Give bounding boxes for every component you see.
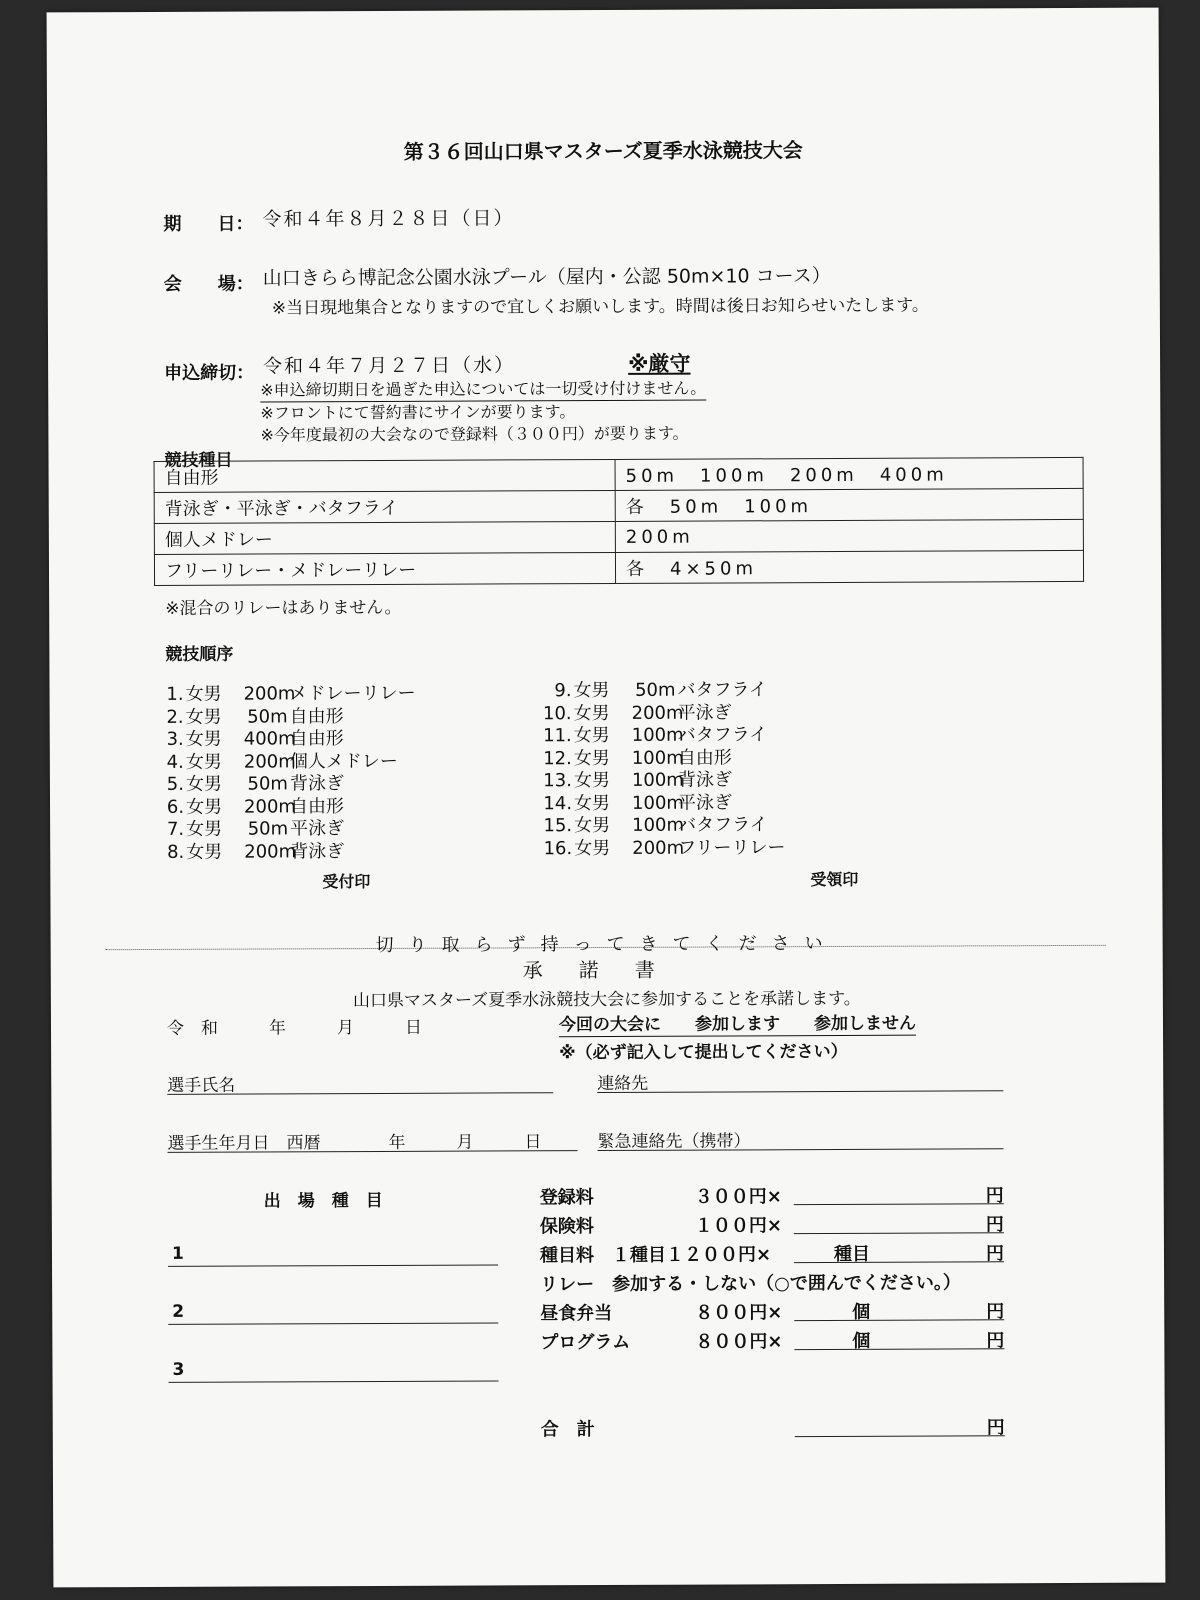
event-distances: 200m bbox=[615, 519, 1083, 552]
order-item bbox=[542, 814, 785, 838]
event-name: フリーリレー・メドレーリレー bbox=[154, 552, 615, 585]
fee-field-insurance[interactable] bbox=[794, 1232, 1004, 1234]
order-list-right bbox=[541, 679, 785, 860]
order-event: バタフライ bbox=[677, 724, 768, 746]
order-item bbox=[162, 840, 416, 864]
fee-price: ８００円× bbox=[695, 1331, 783, 1353]
events-heading: 競技種目 bbox=[164, 450, 233, 471]
order-sex: 女男 bbox=[185, 796, 223, 818]
date-label: 期 日： bbox=[163, 213, 254, 235]
document-title: 第３６回山口県マスターズ夏季水泳競技大会 bbox=[403, 138, 803, 164]
order-distance: 100m bbox=[631, 769, 684, 791]
order-item bbox=[162, 683, 416, 707]
order-distance: 400m bbox=[243, 728, 296, 750]
event-name: 背泳ぎ・平泳ぎ・バタフライ bbox=[154, 490, 615, 523]
order-item bbox=[162, 705, 416, 729]
fee-price: ３００円× bbox=[694, 1186, 782, 1208]
table-row bbox=[154, 457, 1083, 492]
fee-yen: 円 bbox=[986, 1301, 1005, 1323]
fee-field-lunch[interactable] bbox=[794, 1319, 1004, 1321]
order-sex: 女男 bbox=[573, 747, 610, 769]
order-sex: 女男 bbox=[185, 751, 222, 773]
order-number: 16. bbox=[543, 837, 573, 859]
order-sex: 女男 bbox=[574, 837, 611, 859]
deadline-label: 申込締切： bbox=[164, 362, 255, 384]
order-distance: 200m bbox=[244, 840, 297, 863]
entries-heading: 出 場 種 目 bbox=[263, 1190, 383, 1212]
fee-label: プログラム bbox=[540, 1331, 631, 1354]
fee-yen: 円 bbox=[985, 1243, 1005, 1265]
order-event: バタフライ bbox=[677, 679, 768, 701]
order-sex: 女男 bbox=[573, 769, 610, 792]
order-number: 5. bbox=[166, 773, 184, 795]
order-number: 13. bbox=[543, 770, 572, 792]
order-item bbox=[162, 773, 416, 797]
fee-label: 種目料 １種目１２００円× bbox=[539, 1244, 772, 1267]
order-distance: 50m bbox=[635, 679, 676, 701]
order-number: 12. bbox=[543, 747, 572, 769]
entry-field-1[interactable] bbox=[168, 1264, 498, 1266]
order-item bbox=[542, 769, 785, 793]
order-sex: 女男 bbox=[186, 818, 223, 840]
order-sex: 女男 bbox=[185, 773, 222, 795]
entry-field-3[interactable] bbox=[169, 1380, 499, 1382]
order-item bbox=[162, 818, 416, 842]
form-title: 承諾書 bbox=[522, 957, 691, 983]
order-sex: 女男 bbox=[573, 724, 610, 747]
fee-unit: 個 bbox=[852, 1301, 871, 1323]
entry-field-2[interactable] bbox=[168, 1322, 498, 1324]
fee-label: 昼食弁当 bbox=[540, 1302, 613, 1325]
order-event: 自由形 bbox=[289, 728, 344, 750]
order-heading: 競技順序 bbox=[165, 644, 234, 665]
order-number: 15. bbox=[543, 815, 573, 837]
order-number: 6. bbox=[166, 796, 185, 818]
fee-yen: 円 bbox=[985, 1214, 1004, 1236]
events-note: ※混合のリレーはありません。 bbox=[165, 597, 402, 619]
order-sex: 女男 bbox=[573, 792, 611, 814]
entry-number: 2 bbox=[172, 1301, 185, 1322]
order-distance: 50m bbox=[247, 818, 289, 840]
order-number: 1. bbox=[166, 683, 184, 705]
fee-yen: 円 bbox=[985, 1185, 1004, 1207]
event-distances: 50m 100m 200m 400m bbox=[615, 457, 1083, 490]
contact-field[interactable] bbox=[597, 1090, 1003, 1093]
order-distance: 200m bbox=[632, 837, 685, 859]
order-distance: 50m bbox=[247, 705, 288, 728]
order-sex: 女男 bbox=[573, 679, 610, 702]
order-list-left bbox=[162, 683, 417, 864]
order-item bbox=[542, 747, 785, 771]
event-name: 個人メドレー bbox=[154, 521, 615, 554]
order-item bbox=[162, 728, 416, 752]
order-item bbox=[541, 679, 784, 703]
order-number: 14. bbox=[543, 792, 573, 814]
fee-field-program[interactable] bbox=[794, 1348, 1004, 1350]
order-event: 自由形 bbox=[677, 746, 732, 769]
deadline-note-1: ※申込締切期日を過ぎた申込については一切受け付けません。 bbox=[260, 376, 706, 403]
fee-field-registration[interactable] bbox=[794, 1203, 1004, 1205]
order-sex: 女男 bbox=[185, 728, 222, 750]
order-item bbox=[162, 750, 416, 774]
order-distance: 100m bbox=[631, 747, 684, 769]
total-yen: 円 bbox=[986, 1417, 1005, 1439]
order-sex: 女男 bbox=[573, 702, 610, 724]
fee-unit: 種目 bbox=[833, 1243, 871, 1266]
order-event: 背泳ぎ bbox=[289, 773, 344, 795]
order-sex: 女男 bbox=[186, 841, 223, 863]
order-item bbox=[542, 792, 785, 816]
order-distance: 200m bbox=[631, 702, 684, 724]
order-sex: 女男 bbox=[574, 814, 611, 837]
order-event: 個人メドレー bbox=[289, 750, 398, 772]
order-number: 9. bbox=[554, 680, 572, 702]
event-distances: 各 50m 100m bbox=[615, 488, 1083, 521]
event-distances: 各 4×50m bbox=[615, 550, 1083, 583]
order-event: 背泳ぎ bbox=[677, 769, 732, 791]
relay-line: リレー 参加する・しない（○で囲んでください。） bbox=[540, 1272, 961, 1296]
order-distance: 200m bbox=[243, 750, 296, 773]
order-distance: 200m bbox=[243, 795, 296, 818]
order-number: 2. bbox=[166, 706, 184, 728]
form-date-label: 令 和 年 月 日 bbox=[166, 1017, 423, 1039]
order-number: 4. bbox=[166, 751, 184, 773]
order-distance: 100m bbox=[632, 814, 685, 836]
fee-price: ８００円× bbox=[695, 1302, 783, 1324]
order-item bbox=[542, 724, 785, 748]
order-event: バタフライ bbox=[678, 814, 768, 836]
event-name: 自由形 bbox=[154, 459, 615, 492]
order-number: 11. bbox=[543, 725, 572, 747]
order-item bbox=[162, 795, 416, 819]
order-distance: 100m bbox=[631, 792, 684, 814]
total-field[interactable] bbox=[795, 1435, 1005, 1437]
order-event: 自由形 bbox=[289, 705, 344, 727]
venue-label: 会 場： bbox=[163, 273, 254, 295]
order-number: 10. bbox=[542, 702, 572, 724]
order-event: 自由形 bbox=[289, 795, 345, 817]
reception-stamp-label: 受付印 bbox=[322, 872, 371, 892]
venue-value: 山口きらら博記念公園水泳プール（屋内・公認 50m×10 コース） bbox=[262, 265, 831, 290]
order-item bbox=[542, 837, 785, 861]
participation-choice[interactable]: 今回の大会に 参加します 参加しません bbox=[559, 1009, 916, 1038]
fee-label: 保険料 bbox=[539, 1216, 594, 1238]
order-sex: 女男 bbox=[185, 706, 222, 728]
table-row bbox=[154, 519, 1083, 554]
order-number: 8. bbox=[166, 841, 185, 863]
order-number: 3. bbox=[166, 728, 184, 750]
receipt-stamp-label: 受領印 bbox=[810, 869, 859, 890]
order-number: 7. bbox=[166, 818, 185, 840]
order-distance: 200m bbox=[243, 683, 296, 705]
order-event: 平泳ぎ bbox=[290, 818, 345, 840]
table-row bbox=[154, 550, 1083, 585]
deadline-note-3: ※今年度最初の大会なので登録料（３００円）が要ります。 bbox=[260, 423, 689, 445]
total-label: 合 計 bbox=[540, 1419, 595, 1441]
consent-text: 山口県マスターズ夏季水泳競技大会に参加することを承諾します。 bbox=[352, 988, 861, 1012]
fee-yen: 円 bbox=[986, 1330, 1005, 1352]
deadline-emphasis: ※厳守 bbox=[628, 351, 691, 376]
order-event: フリーリレー bbox=[678, 836, 786, 859]
participation-note: ※（必ず記入して提出してください） bbox=[559, 1041, 848, 1064]
birthdate-label: 選手生年月日 西暦 年 月 日 bbox=[167, 1132, 542, 1154]
date-value: 令和４年８月２８日（日） bbox=[262, 207, 515, 231]
events-table bbox=[154, 457, 1085, 586]
fee-label: 登録料 bbox=[539, 1187, 594, 1209]
order-sex: 女男 bbox=[185, 683, 222, 705]
entry-number: 1 bbox=[171, 1243, 184, 1264]
order-event: 背泳ぎ bbox=[290, 840, 345, 862]
deadline-note-2: ※フロントにて誓約書にサインが要ります。 bbox=[260, 402, 576, 423]
order-event: 平泳ぎ bbox=[677, 701, 732, 724]
table-row bbox=[154, 488, 1083, 523]
order-event: メドレーリレー bbox=[289, 682, 416, 705]
order-item bbox=[542, 702, 785, 726]
deadline-value: 令和４年７月２７日（水） bbox=[263, 354, 516, 378]
order-distance: 50m bbox=[247, 773, 288, 795]
order-event: 平泳ぎ bbox=[677, 791, 733, 814]
entry-number: 3 bbox=[172, 1359, 185, 1380]
name-label: 選手氏名 bbox=[167, 1075, 236, 1096]
order-distance: 100m bbox=[631, 724, 684, 746]
venue-note: ※当日現地集合となりますので宜しくお願いします。時間は後日お知らせいたします。 bbox=[271, 295, 929, 319]
fee-price: １００円× bbox=[694, 1215, 783, 1237]
fee-unit: 個 bbox=[852, 1330, 871, 1352]
fee-field-events[interactable] bbox=[794, 1261, 1004, 1263]
cut-note: 切り取らず持ってきてください bbox=[375, 932, 838, 957]
contact-label: 連絡先 bbox=[597, 1073, 649, 1095]
document-page bbox=[47, 8, 1166, 1588]
emergency-contact-label: 緊急連絡先（携帯） bbox=[597, 1131, 751, 1153]
